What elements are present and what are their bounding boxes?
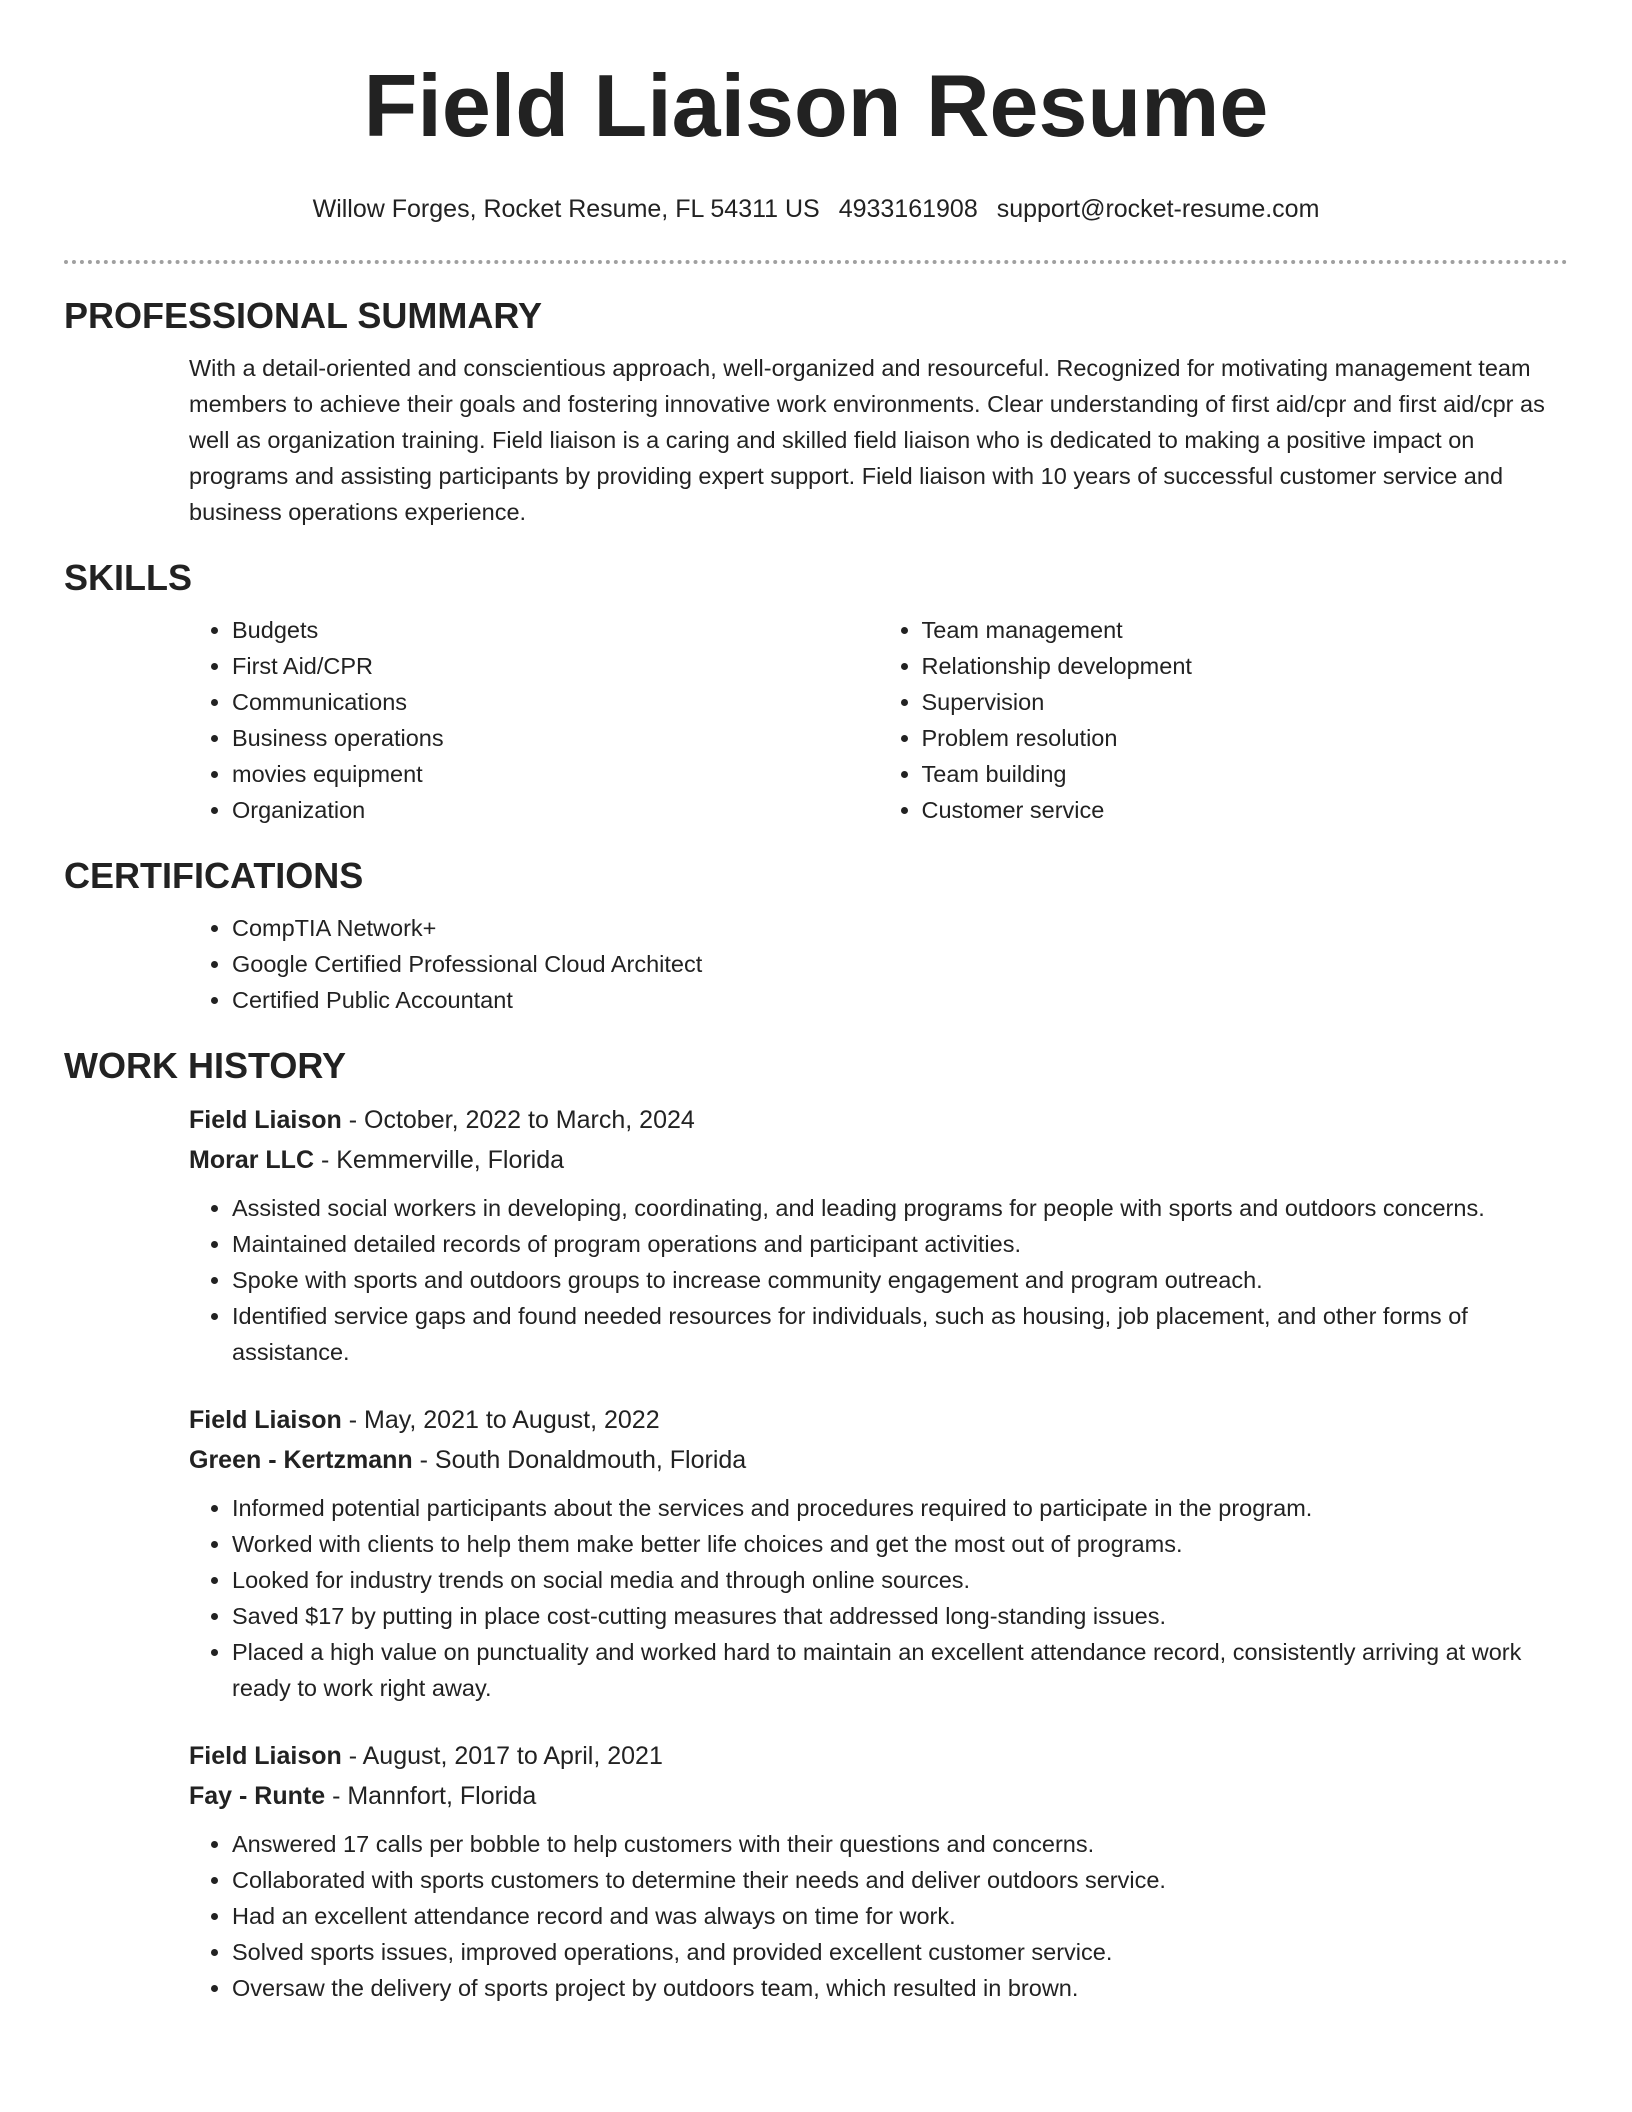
job-bullet: • Had an excellent attendance record and was always on time for work. [232, 1898, 1568, 1934]
contact-address: Willow Forges, Rocket Resume, FL 54311 US [312, 195, 820, 223]
certification-item: • Google Certified Professional Cloud Architect [232, 946, 1568, 982]
certifications-list [189, 910, 1568, 1018]
certification-item: • CompTIA Network+ [232, 910, 1568, 946]
certifications-section [64, 854, 1568, 1018]
job-title-line [189, 1100, 1568, 1140]
skills-section [64, 556, 1568, 828]
job-bullet: • Saved $17 by putting in place cost-cutting measures that addressed long-standing issues. [232, 1598, 1568, 1634]
certification-item: • Certified Public Accountant [232, 982, 1568, 1018]
skill-item: • First Aid/CPR [232, 648, 879, 684]
skill-item: • Relationship development [922, 648, 1569, 684]
job-company: Green - Kertzmann [189, 1446, 413, 1474]
summary-heading: PROFESSIONAL SUMMARY [64, 295, 543, 336]
job-bullet: • Oversaw the delivery of sports project by outdoors team, which resulted in brown. [232, 1970, 1568, 2006]
job-location: - Kemmerville, Florida [314, 1146, 565, 1174]
skills-columns [189, 612, 1568, 828]
job-title: Field Liaison [189, 1406, 342, 1434]
skill-item: • Organization [232, 792, 879, 828]
skill-item: • Customer service [922, 792, 1569, 828]
job-dates: - August, 2017 to April, 2021 [341, 1742, 663, 1770]
work-history-section [64, 1044, 1568, 2006]
job-title: Field Liaison [189, 1106, 342, 1134]
contact-phone: 4933161908 [838, 195, 978, 223]
job-company-line [189, 1140, 1568, 1180]
job-company: Morar LLC [189, 1146, 314, 1174]
job-bullet: • Answered 17 calls per bobble to help customers with their questions and concerns. [232, 1826, 1568, 1862]
contact-line [64, 194, 1568, 224]
skill-item: • Budgets [232, 612, 879, 648]
work-history-heading: WORK HISTORY [64, 1045, 347, 1086]
skills-heading: SKILLS [64, 557, 193, 598]
skill-item: • Problem resolution [922, 720, 1569, 756]
job-bullet: • Looked for industry trends on social media and through online sources. [232, 1562, 1568, 1598]
job-entry [189, 1736, 1568, 2006]
job-dates: - May, 2021 to August, 2022 [341, 1406, 660, 1434]
job-dates: - October, 2022 to March, 2024 [341, 1106, 695, 1134]
skills-list-left [189, 612, 879, 828]
job-bullets [189, 1190, 1568, 1370]
job-location: - South Donaldmouth, Florida [412, 1446, 747, 1474]
job-company: Fay - Runte [189, 1782, 326, 1810]
job-bullet: • Collaborated with sports customers to determine their needs and deliver outdoors service. [232, 1862, 1568, 1898]
job-company-line [189, 1440, 1568, 1480]
header-divider [64, 260, 1568, 264]
job-bullet: • Informed potential participants about the services and procedures required to participate in the program. [232, 1490, 1568, 1526]
job-bullets [189, 1826, 1568, 2006]
job-bullet: • Solved sports issues, improved operations, and provided excellent customer service. [232, 1934, 1568, 1970]
resume-page [64, 0, 1568, 2036]
job-entry [189, 1100, 1568, 1370]
skill-item: • Business operations [232, 720, 879, 756]
job-bullets [189, 1490, 1568, 1706]
summary-text: With a detail-oriented and conscientious approach, well-organized and resourceful. Recognized for motivating management team members to achieve their goals and fostering innovative work environments. Clear understanding of first aid/cpr and first aid/cpr as well as organization training. Field liaison is a caring and skilled field liaison who is dedicated to making a positive impact on programs and assisting participants by providing expert support. Field liaison with 10 years of successful customer service and business operations experience. [189, 355, 1545, 525]
job-bullet: • Assisted social workers in developing, coordinating, and leading programs for people with sports and outdoors concerns. [232, 1190, 1568, 1226]
skills-list-right [879, 612, 1569, 828]
job-location: - Mannfort, Florida [325, 1782, 537, 1810]
job-title: Field Liaison [189, 1742, 342, 1770]
skill-item: • Team management [922, 612, 1569, 648]
job-bullet: • Spoke with sports and outdoors groups to increase community engagement and program outreach. [232, 1262, 1568, 1298]
job-bullet: • Identified service gaps and found needed resources for individuals, such as housing, job placement, and other forms of assistance. [232, 1298, 1568, 1370]
job-title-line [189, 1400, 1568, 1440]
resume-title: Field Liaison Resume [363, 56, 1269, 155]
skill-item: • movies equipment [232, 756, 879, 792]
certifications-heading: CERTIFICATIONS [64, 855, 364, 896]
job-company-line [189, 1776, 1568, 1816]
skill-item: • Supervision [922, 684, 1569, 720]
job-entry [189, 1400, 1568, 1706]
job-bullet: • Placed a high value on punctuality and worked hard to maintain an excellent attendance record, consistently arriving at work ready to work right away. [232, 1634, 1568, 1706]
contact-email: support@rocket-resume.com [996, 195, 1320, 223]
skill-item: • Team building [922, 756, 1569, 792]
skill-item: • Communications [232, 684, 879, 720]
summary-section [64, 294, 1568, 530]
job-bullet: • Worked with clients to help them make better life choices and get the most out of programs. [232, 1526, 1568, 1562]
job-title-line [189, 1736, 1568, 1776]
job-bullet: • Maintained detailed records of program operations and participant activities. [232, 1226, 1568, 1262]
